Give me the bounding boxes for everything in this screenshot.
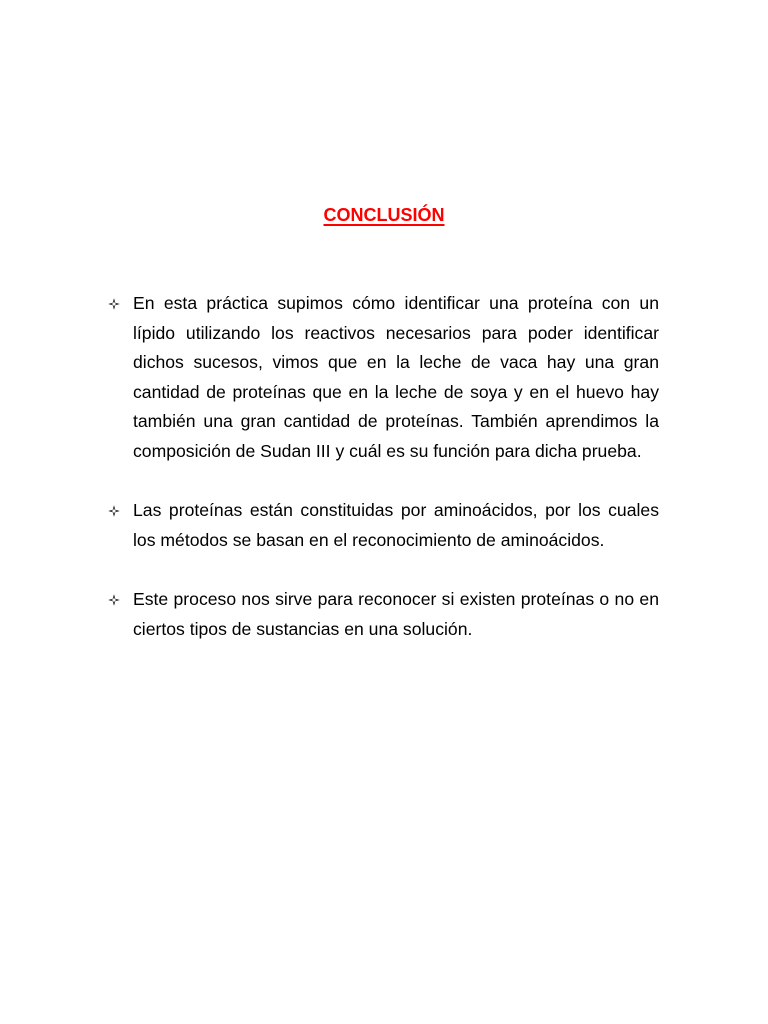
list-item-text: En esta práctica supimos cómo identificar una proteína con un lípido utilizando los reactivos necesarios para poder identificar dichos sucesos, vimos que en la leche de vaca hay una gran cantidad de proteínas que en la leche de soya y en el huevo hay también una gran cantidad de proteínas. También aprendimos la composición de Sudan III y cuál es su función para dicha prueba. [133,293,659,461]
list-item [108,585,659,644]
conclusion-list [108,289,659,674]
diamond-bullet-icon [108,298,120,310]
page-title: CONCLUSIÓN [323,205,445,225]
list-item [108,289,659,466]
list-item-text: Este proceso nos sirve para reconocer si existen proteínas o no en ciertos tipos de sustancias en una solución. [133,589,659,639]
list-item-text: Las proteínas están constituidas por aminoácidos, por los cuales los métodos se basan en el reconocimiento de aminoácidos. [133,500,659,550]
diamond-bullet-icon [108,505,120,517]
list-item [108,496,659,555]
diamond-bullet-icon [108,594,120,606]
